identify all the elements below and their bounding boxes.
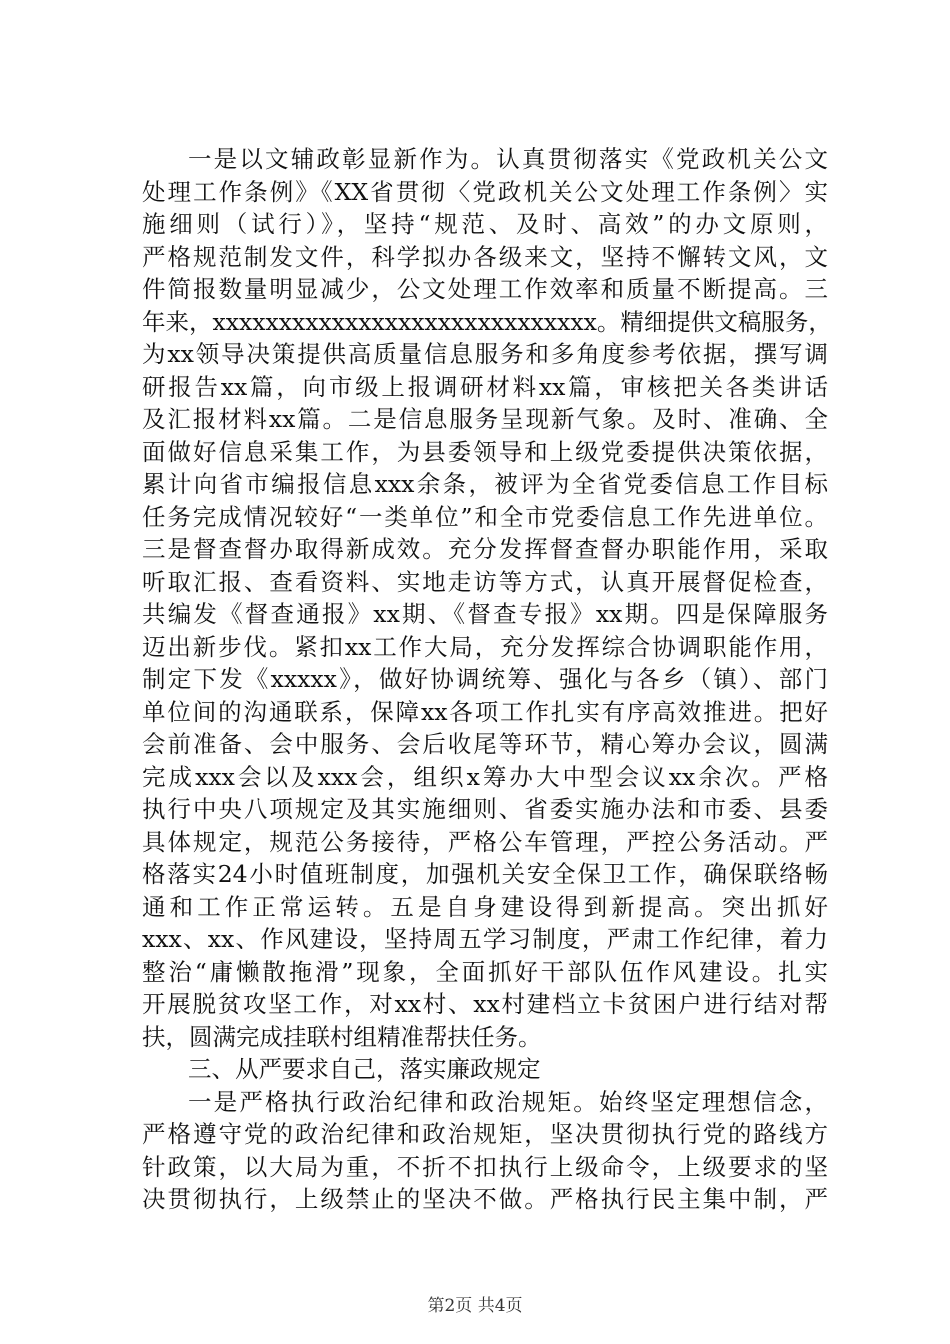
paragraph-line: 完成xxx会以及xxx会，组织x筹办大中型会议xx余次。严格 (142, 762, 828, 791)
section-heading: 三、从严要求自己，落实廉政规定 (188, 1055, 541, 1083)
paragraph-line: 针政策，以大局为重，不折不扣执行上级命令，上级要求的坚 (142, 1152, 828, 1181)
paragraph-line: 扶，圆满完成挂联村组精准帮扶任务。 (142, 1022, 542, 1051)
paragraph-line: 会前准备、会中服务、会后收尾等环节，精心筹办会议，圆满 (142, 730, 828, 758)
paragraph-line: 及汇报材料xx篇。二是信息服务呈现新气象。及时、准确、全 (142, 405, 828, 433)
paragraph-line: 严格遵守党的政治纪律和政治规矩，坚决贯彻执行党的路线方 (142, 1120, 828, 1148)
paragraph-line: 听取汇报、查看资料、实地走访等方式，认真开展督促检查， (142, 567, 828, 596)
paragraph-line: 制定下发《xxxxx》，做好协调统筹、强化与各乡（镇）、部门 (142, 665, 828, 693)
paragraph-line: 年来，xxxxxxxxxxxxxxxxxxxxxxxxxxxxx。精细提供文稿服务， (142, 307, 832, 336)
paragraph-line: 开展脱贫攻坚工作，对xx村、xx村建档立卡贫困户进行结对帮 (142, 990, 828, 1018)
paragraph-line: 三是督查督办取得新成效。充分发挥督查督办职能作用，采取 (142, 535, 828, 563)
paragraph-line: 执行中央八项规定及其实施细则、省委实施办法和市委、县委 (142, 795, 828, 823)
paragraph-line: 共编发《督查通报》xx期、《督查专报》xx期。四是保障服务 (142, 600, 828, 628)
paragraph-line: 迈出新步伐。紧扣xx工作大局，充分发挥综合协调职能作用， (142, 632, 828, 661)
document-body (142, 143, 832, 1216)
paragraph-line: 通和工作正常运转。五是自身建设得到新提高。突出抓好 (142, 892, 828, 921)
paragraph-line: 任务完成情况较好“一类单位”和全市党委信息工作先进单位。 (142, 502, 828, 531)
paragraph-line: 施细则（试行）》，坚持“规范、及时、高效”的办文原则， (142, 210, 828, 238)
paragraph-line: 为xx领导决策提供高质量信息服务和多角度参考依据，撰写调 (142, 340, 828, 368)
paragraph-line: 一是以文辅政彰显新作为。认真贯彻落实《党政机关公文 (188, 145, 828, 173)
page-number-footer: 第2页 共4页 (427, 1296, 523, 1316)
paragraph-line: 单位间的沟通联系，保障xx各项工作扎实有序高效推进。把好 (142, 697, 828, 726)
paragraph-line: 严格规范制发文件，科学拟办各级来文，坚持不懈转文风，文 (142, 242, 828, 271)
paragraph-line: 面做好信息采集工作，为县委领导和上级党委提供决策依据， (142, 437, 828, 466)
paragraph-line: 具体规定，规范公务接待，严格公车管理，严控公务活动。严 (142, 827, 828, 856)
paragraph-line: 一是严格执行政治纪律和政治规矩。始终坚定理想信念， (188, 1087, 828, 1116)
paragraph-line: 累计向省市编报信息xxx余条，被评为全省党委信息工作目标 (142, 470, 828, 498)
paragraph-line: 整治“庸懒散拖滑”现象，全面抓好干部队伍作风建设。扎实 (142, 957, 828, 986)
paragraph-line: 件简报数量明显减少，公文处理工作效率和质量不断提高。三 (142, 275, 828, 303)
paragraph-line: 处理工作条例》《XX省贯彻〈党政机关公文处理工作条例〉实 (142, 177, 828, 206)
paragraph-line: 决贯彻执行，上级禁止的坚决不做。严格执行民主集中制，严 (142, 1185, 828, 1213)
paragraph-line: xxx、xx、作风建设，坚持周五学习制度，严肃工作纪律，着力 (142, 925, 828, 953)
paragraph-line: 研报告xx篇，向市级上报调研材料xx篇，审核把关各类讲话 (142, 372, 828, 401)
paragraph-line: 格落实24小时值班制度，加强机关安全保卫工作，确保联络畅 (142, 860, 828, 888)
